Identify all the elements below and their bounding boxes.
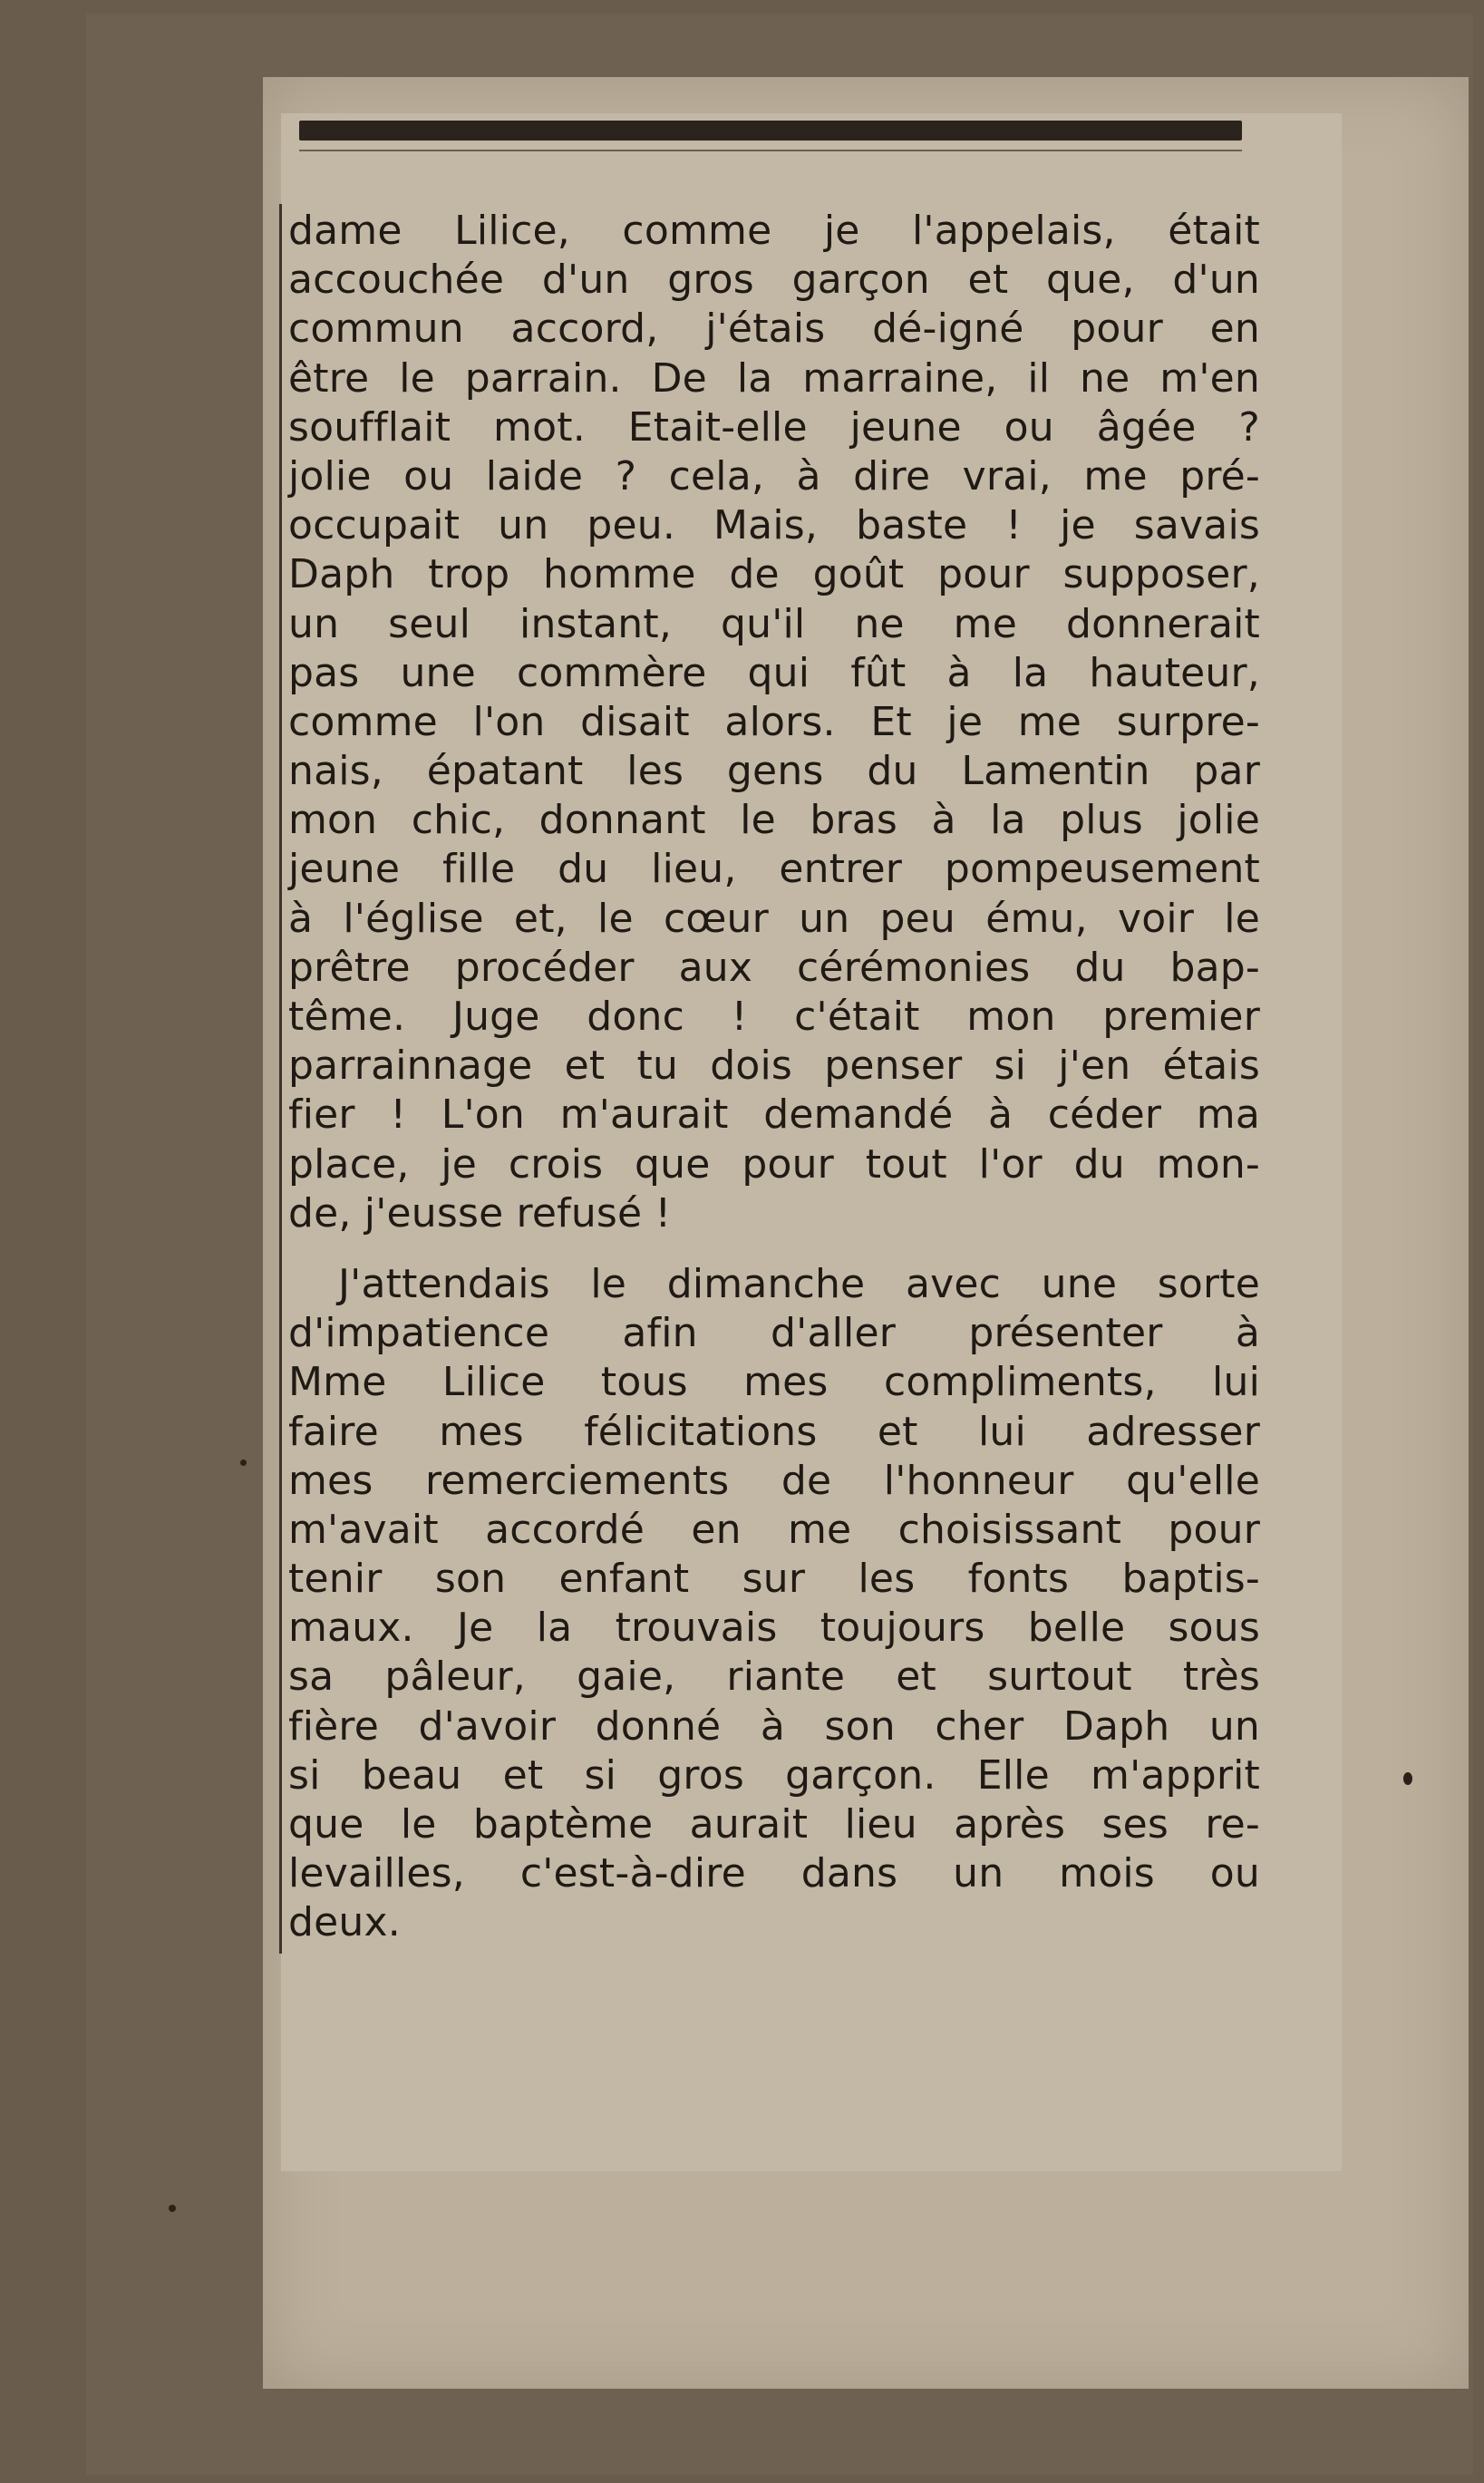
text-line: accouchée d'un gros garçon et que, d'un [288,257,1260,304]
paragraph-2 [288,1260,1260,1948]
text-line: si beau et si gros garçon. Elle m'apprit [288,1751,1260,1799]
text-line: sa pâleur, gaie, riante et surtout très [288,1654,1260,1701]
text-line: nais, épatant les gens du Lamentin par [288,748,1260,795]
text-line: occupait un peu. Mais, baste ! je savais [288,502,1260,549]
text-line: m'avait accordé en me choisissant pour [288,1506,1260,1553]
text-line: être le parrain. De la marraine, il ne m'en [288,354,1260,402]
header-rule [299,121,1242,141]
text-line: fière d'avoir donné à son cher Daph un [288,1702,1260,1750]
text-line: deux. [288,1899,401,1946]
text-line: parrainnage et tu dois penser si j'en étais [288,1043,1260,1090]
text-line: commun accord, j'étais dé-igné pour en [288,306,1260,353]
text-line: que le baptème aurait lieu après ses re- [288,1801,1260,1848]
text-line: dame Lilice, comme je l'appelais, était [288,208,1260,254]
header-rule-thin [299,150,1242,151]
article-text [288,207,1260,1948]
text-line: Mme Lilice tous mes compliments, lui [288,1359,1260,1406]
text-line: tenir son enfant sur les fonts baptis- [288,1556,1260,1603]
text-line: maux. Je la trouvais toujours belle sous [288,1605,1260,1652]
text-line: levailles, c'est-à-dire dans un mois ou [288,1850,1260,1897]
text-line: jolie ou laide ? cela, à dire vrai, me pré- [288,452,1260,500]
text-line: soufflait mot. Etait-elle jeune ou âgée ? [288,403,1260,451]
text-line: un seul instant, qu'il ne me donnerait [288,600,1260,647]
text-line: comme l'on disait alors. Et je me surpre- [288,698,1260,745]
text-line: prêtre procéder aux cérémonies du bap- [288,944,1260,991]
column-margin-line [279,204,282,1954]
text-line: tême. Juge donc ! c'était mon premier [288,994,1260,1040]
ink-speck [169,2205,176,2212]
text-line: Daph trop homme de goût pour supposer, [288,551,1260,598]
text-line: mes remerciements de l'honneur qu'elle [288,1457,1260,1504]
text-line: de, j'eusse refusé ! [288,1189,672,1237]
ink-speck [240,1460,247,1466]
text-line: d'impatience afin d'aller présenter à [288,1310,1260,1357]
text-line: faire mes félicitations et lui adresser [288,1408,1260,1455]
text-line: place, je crois que pour tout l'or du mon- [288,1140,1260,1188]
text-line: jeune fille du lieu, entrer pompeusement [288,846,1260,893]
paragraph-1 [288,207,1260,1238]
text-line: mon chic, donnant le bras à la plus jolie [288,797,1260,844]
ink-speck [1403,1772,1412,1785]
text-line: fier ! L'on m'aurait demandé à céder ma [288,1091,1260,1139]
text-line: J'attendais le dimanche avec une sorte [338,1260,1260,1307]
text-line: pas une commère qui fût à la hauteur, [288,649,1260,696]
text-line: à l'église et, le cœur un peu ému, voir le [288,895,1260,942]
